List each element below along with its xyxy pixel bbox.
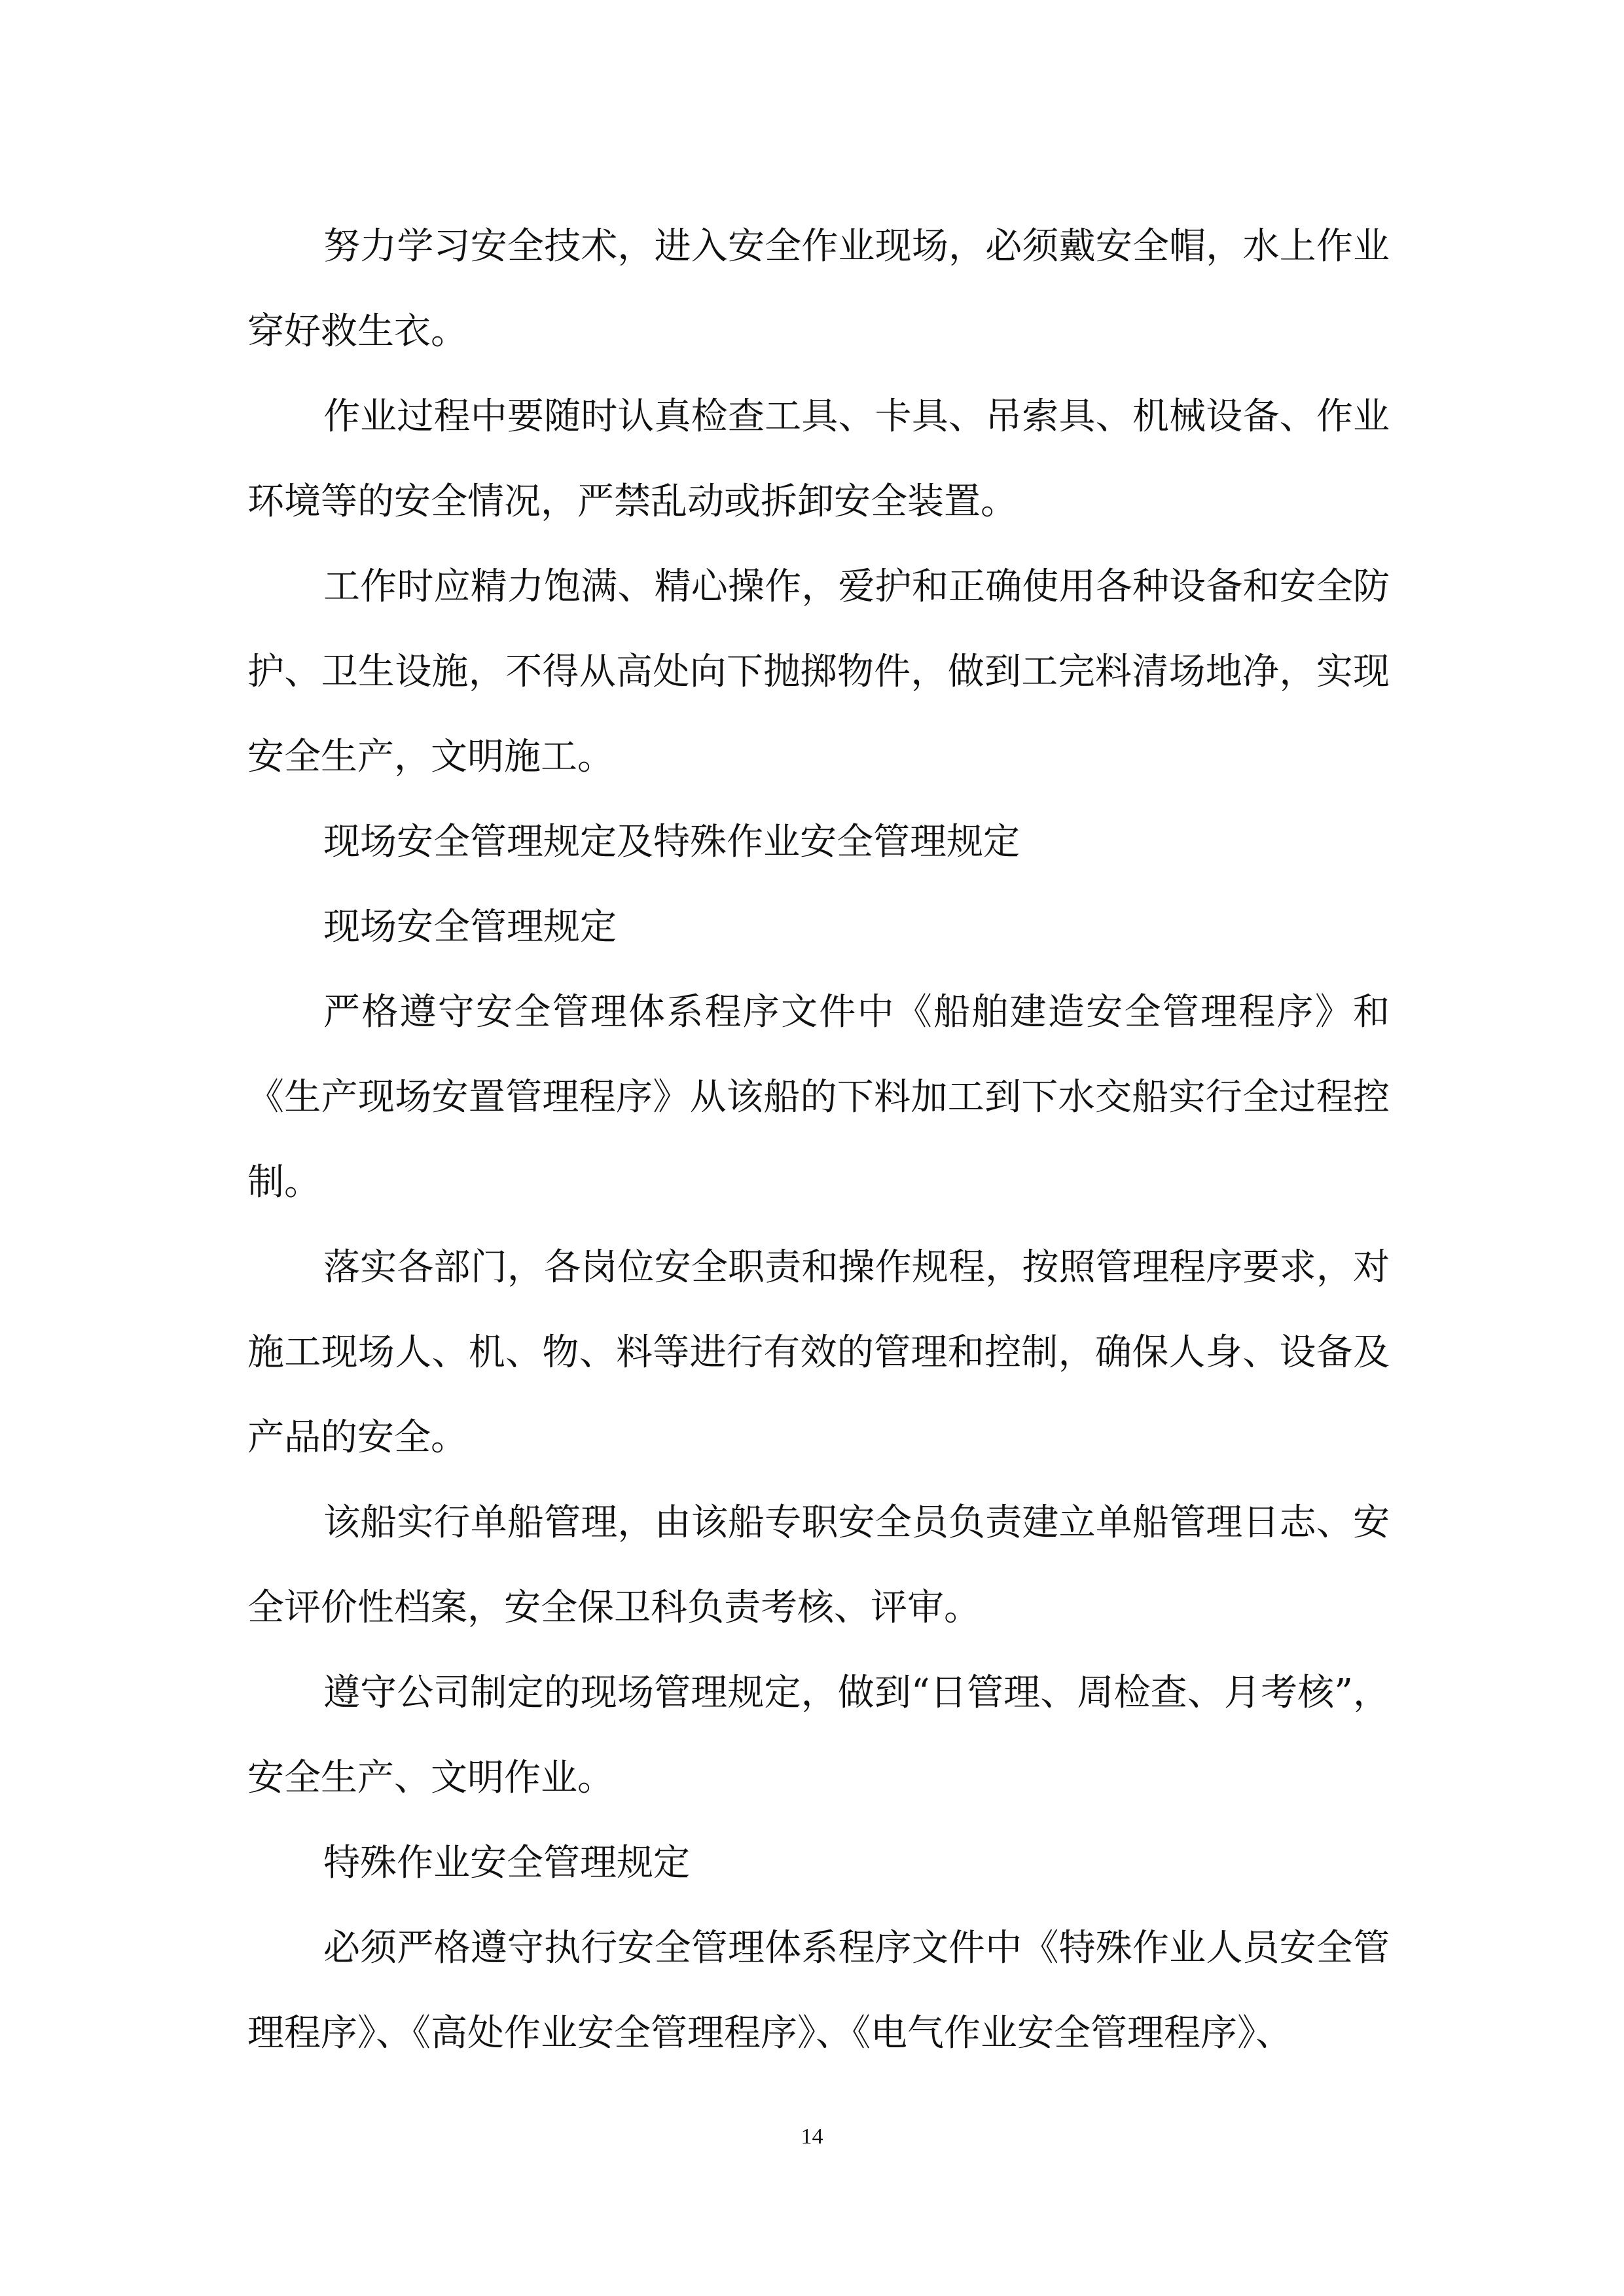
paragraph-equipment-inspection: 作业过程中要随时认真检查工具、卡具、吊索具、机械设备、作业环境等的安全情况，严禁乱动或拆卸安全装置。 — [247, 395, 1390, 523]
paragraph-special-work-procedures: 必须严格遵守执行安全管理体系程序文件中《特殊作业人员安全管理程序》、《高处作业安全管理程序》、《电气作业安全管理程序》、 — [247, 1927, 1390, 2054]
subsection-heading-site-safety: 现场安全管理规定 — [323, 906, 617, 948]
paragraph-work-conduct: 工作时应精力饱满、精心操作，爱护和正确使用各种设备和安全防护、卫生设施，不得从高处向下抛掷物件，做到工完料清场地净，实现安全生产，文明施工。 — [247, 565, 1390, 778]
document-body — [247, 204, 1390, 2076]
section-heading-site-and-special: 现场安全管理规定及特殊作业安全管理规定 — [323, 821, 1020, 863]
subsection-heading-special-work: 特殊作业安全管理规定 — [323, 1842, 690, 1884]
paragraph-safety-equipment: 努力学习安全技术，进入安全作业现场，必须戴安全帽，水上作业穿好救生衣。 — [247, 225, 1390, 353]
paragraph-procedure-compliance: 严格遵守安全管理体系程序文件中《船舶建造安全管理程序》和《生产现场安置管理程序》从该船的下料加工到下水交船实行全过程控制。 — [247, 991, 1390, 1204]
paragraph-responsibilities: 落实各部门，各岗位安全职责和操作规程，按照管理程序要求，对施工现场人、机、物、料等进行有效的管理和控制，确保人身、设备及产品的安全。 — [247, 1246, 1390, 1459]
page-number: 14 — [801, 2125, 823, 2149]
paragraph-company-rules: 遵守公司制定的现场管理规定，做到“日管理、周检查、月考核”，安全生产、文明作业。 — [247, 1672, 1390, 1799]
paragraph-single-ship-management: 该船实行单船管理，由该船专职安全员负责建立单船管理日志、安全评价性档案，安全保卫科负责考核、评审。 — [247, 1501, 1390, 1629]
